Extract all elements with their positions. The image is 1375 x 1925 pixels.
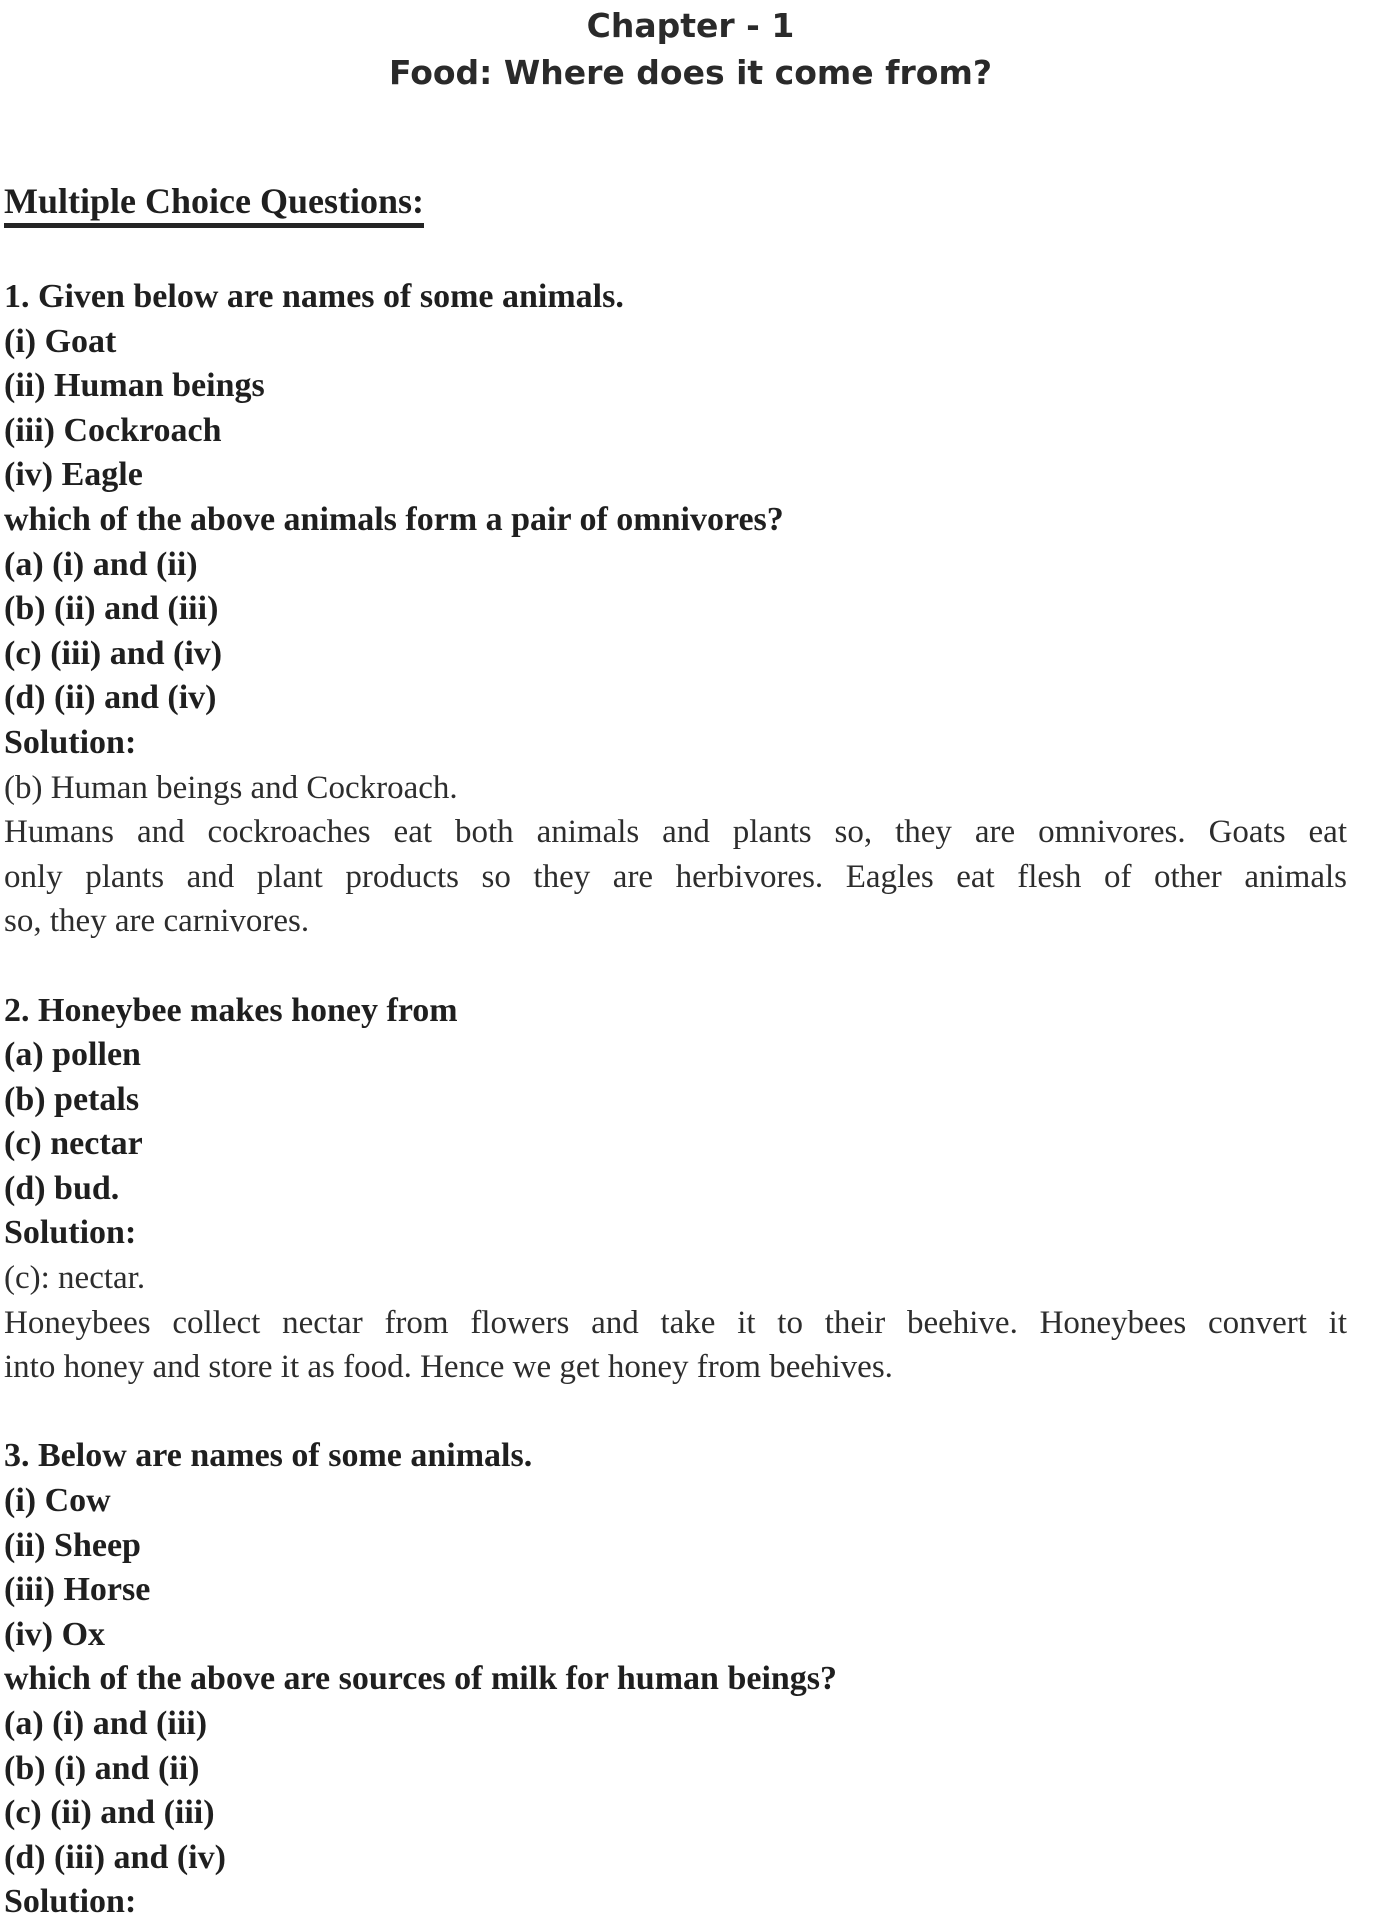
question-option: (b) (i) and (ii) bbox=[4, 1749, 200, 1787]
question-number-line: 3. Below are names of some animals. bbox=[4, 1437, 533, 1475]
question-item: (i) Goat bbox=[4, 322, 117, 360]
question-option: (b) petals bbox=[4, 1080, 140, 1118]
question-option: (c) (iii) and (iv) bbox=[4, 634, 223, 672]
question-option: (a) (i) and (iii) bbox=[4, 1705, 208, 1742]
section-heading-text: Multiple Choice Questions: bbox=[4, 180, 424, 228]
solution-explanation-line: Honeybees collect nectar from flowers and take it to their beehive. Honeybees convert it bbox=[4, 1304, 1347, 1341]
solution-explanation-line: so, they are carnivores. bbox=[4, 903, 310, 940]
chapter-title-line1: Chapter - 1 bbox=[586, 6, 795, 45]
question-prompt: which of the above animals form a pair of omnivores? bbox=[4, 500, 784, 538]
question-option: (a) pollen bbox=[4, 1036, 141, 1074]
question-number-line: 2. Honeybee makes honey from bbox=[4, 991, 458, 1029]
question-block bbox=[4, 989, 1347, 1390]
question-option: (d) (iii) and (iv) bbox=[4, 1838, 226, 1876]
question-option: (d) (ii) and (iv) bbox=[4, 679, 217, 717]
question-option: (c) nectar bbox=[4, 1125, 143, 1163]
section-heading bbox=[4, 180, 1347, 228]
solution-label: Solution: bbox=[4, 723, 137, 761]
solution-answer: (b) Human beings and Cockroach. bbox=[4, 769, 458, 806]
question-option: (c) (ii) and (iii) bbox=[4, 1794, 215, 1832]
question-option: (a) (i) and (ii) bbox=[4, 545, 198, 583]
solution-label: Solution: bbox=[4, 1214, 137, 1252]
question-item: (iv) Ox bbox=[4, 1615, 106, 1653]
chapter-title-line2: Food: Where does it come from? bbox=[389, 53, 992, 92]
question-item: (i) Cow bbox=[4, 1482, 111, 1520]
question-block bbox=[4, 1434, 1347, 1925]
question-number-line: 1. Given below are names of some animals. bbox=[4, 278, 624, 315]
solution-explanation-line: Humans and cockroaches eat both animals and plants so, they are omnivores. Goats eat bbox=[4, 814, 1347, 851]
question-item: (iii) Cockroach bbox=[4, 411, 222, 449]
solution-explanation-line: only plants and plant products so they are herbivores. Eagles eat flesh of other animals bbox=[4, 858, 1347, 895]
question-item: (iv) Eagle bbox=[4, 456, 143, 494]
question-option: (d) bud. bbox=[4, 1169, 120, 1207]
chapter-title bbox=[34, 2, 1347, 96]
solution-label: Solution: bbox=[4, 1883, 137, 1921]
question-prompt: which of the above are sources of milk for human beings? bbox=[4, 1660, 838, 1698]
question-item: (ii) Sheep bbox=[4, 1526, 141, 1564]
solution-answer: (c): nectar. bbox=[4, 1260, 146, 1297]
question-item: (iii) Horse bbox=[4, 1571, 151, 1609]
question-item: (ii) Human beings bbox=[4, 367, 265, 405]
question-block bbox=[4, 275, 1347, 944]
solution-explanation-line: into honey and store it as food. Hence we get honey from beehives. bbox=[4, 1349, 893, 1386]
question-option: (b) (ii) and (iii) bbox=[4, 590, 219, 628]
questions bbox=[4, 275, 1347, 1925]
